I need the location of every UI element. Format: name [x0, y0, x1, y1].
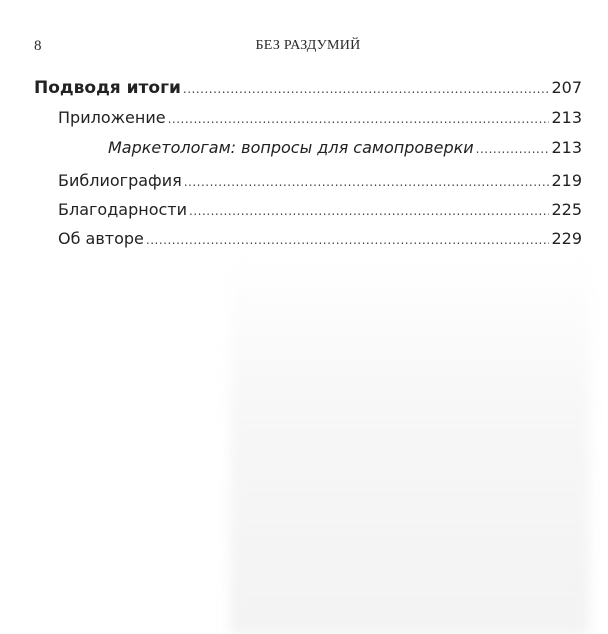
toc-entry-label: Благодарности [58, 200, 187, 219]
toc-entry-bibliografiya [34, 171, 582, 192]
dot-leader [168, 109, 550, 129]
show-through-shadow [230, 255, 590, 634]
dot-leader [184, 172, 550, 192]
toc-entry-ob-avtore [34, 229, 582, 250]
toc-entry-marketologam [34, 138, 582, 159]
toc-entry-prilozhenie [34, 108, 582, 129]
dot-leader [146, 230, 550, 250]
book-title: БЕЗ РАЗДУМИЙ [255, 38, 361, 53]
toc-entry-page: 207 [551, 78, 582, 97]
running-head [34, 38, 582, 58]
toc-entry-page: 213 [551, 138, 582, 157]
toc-entry-page: 213 [551, 108, 582, 127]
toc-entry-blagodarnosti [34, 200, 582, 221]
toc-entry-label: Библиография [58, 171, 182, 190]
toc-entry-label: Приложение [58, 108, 166, 127]
toc-entry-label: Маркетологам: вопросы для самопроверки [108, 138, 474, 157]
toc-entry-page: 229 [551, 229, 582, 248]
toc-entry-label: Подводя итоги [34, 78, 181, 98]
toc-entry-page: 219 [551, 171, 582, 190]
toc-entry-label: Об авторе [58, 229, 144, 248]
page-number: 8 [34, 38, 42, 54]
table-of-contents [34, 78, 582, 250]
dot-leader [183, 79, 550, 99]
toc-entry-podvodya-itogi [34, 78, 582, 99]
dot-leader [476, 139, 550, 159]
dot-leader [189, 201, 549, 221]
toc-entry-page: 225 [551, 200, 582, 219]
